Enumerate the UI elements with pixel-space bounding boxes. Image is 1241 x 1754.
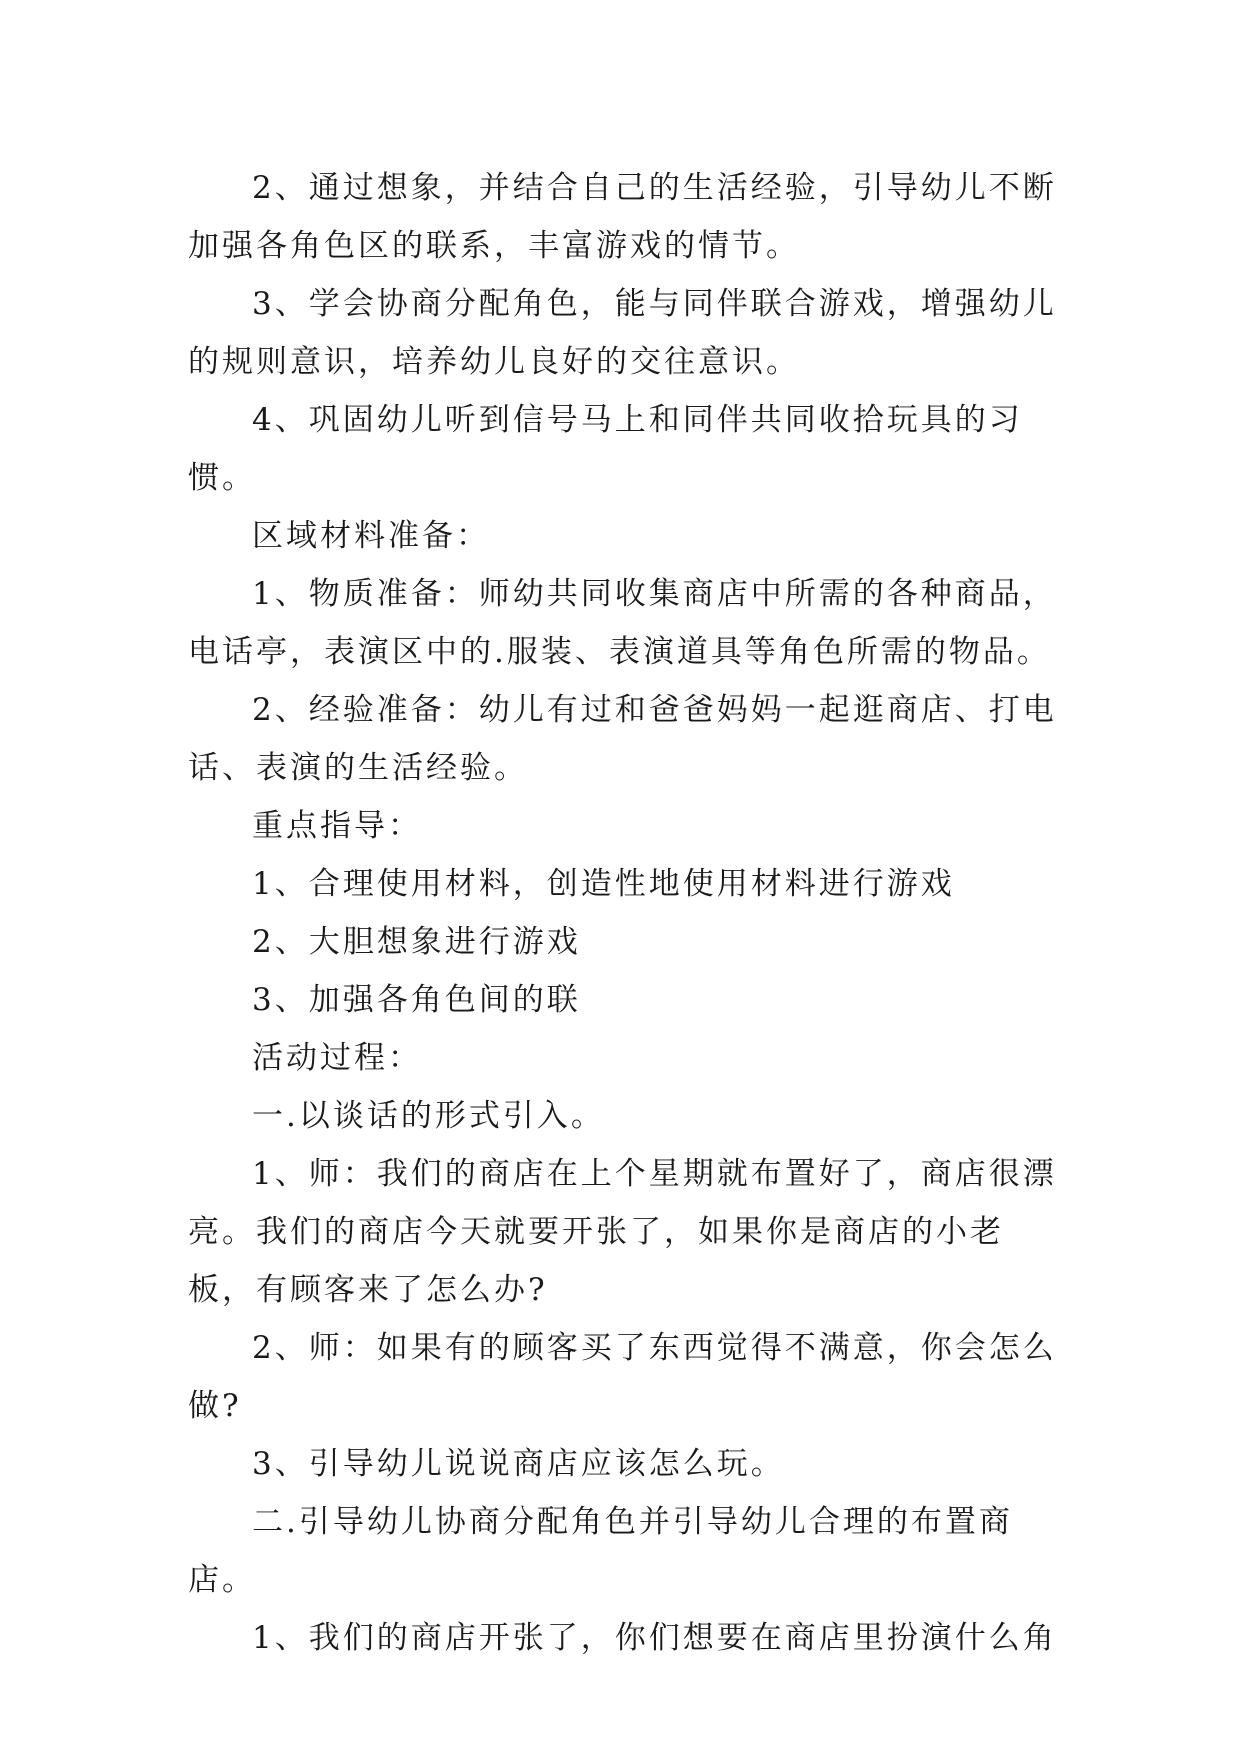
- section-heading: 活动过程：: [252, 1040, 422, 1076]
- paragraph: 3、加强各角色间的联: [252, 982, 581, 1018]
- paragraph: 2、通过想象，并结合自己的生活经验，引导幼儿不断加强各角色区的联系，丰富游戏的情节。: [188, 170, 1057, 264]
- paragraph: 1、合理使用材料，创造性地使用材料进行游戏: [252, 866, 955, 902]
- paragraph: 1、我们的商店开张了，你们想要在商店里扮演什么角: [252, 1620, 1057, 1656]
- paragraph: 2、大胆想象进行游戏: [252, 924, 581, 960]
- section-heading: 重点指导：: [252, 808, 422, 844]
- paragraph: 1、师：我们的商店在上个星期就布置好了，商店很漂亮。我们的商店今天就要开张了，如果你是商店的小老板，有顾客来了怎么办?: [188, 1156, 1057, 1308]
- paragraph: 3、引导幼儿说说商店应该怎么玩。: [252, 1446, 785, 1482]
- paragraph: 二.引导幼儿协商分配角色并引导幼儿合理的布置商店。: [188, 1504, 1013, 1598]
- paragraph: 一.以谈话的形式引入。: [252, 1098, 605, 1134]
- paragraph: 3、学会协商分配角色，能与同伴联合游戏，增强幼儿的规则意识，培养幼儿良好的交往意识。: [188, 286, 1057, 380]
- section-heading: 区域材料准备：: [252, 518, 490, 554]
- paragraph: 2、经验准备：幼儿有过和爸爸妈妈一起逛商店、打电话、表演的生活经验。: [188, 692, 1057, 786]
- document-body: [188, 159, 1058, 1667]
- paragraph: 2、师：如果有的顾客买了东西觉得不满意，你会怎么做?: [188, 1330, 1057, 1424]
- paragraph: 4、巩固幼儿听到信号马上和同伴共同收拾玩具的习惯。: [188, 402, 1023, 496]
- paragraph: 1、物质准备：师幼共同收集商店中所需的各种商品，电话亭，表演区中的.服装、表演道具等角色所需的物品。: [188, 576, 1057, 670]
